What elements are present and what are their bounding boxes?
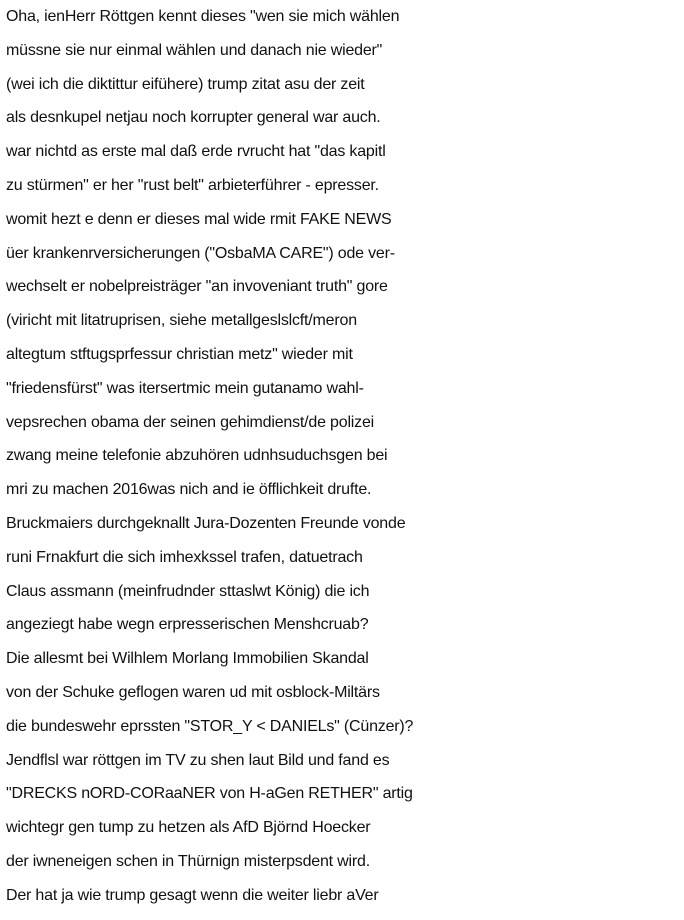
text-line: als desnkupel netjau noch korrupter general war auch. bbox=[6, 109, 381, 127]
text-line: war nichtd as erste mal daß erde rvrucht hat "das kapitl bbox=[6, 143, 386, 161]
text-line: die bundeswehr eprssten "STOR_Y < DANIELs" (Cünzer)? bbox=[6, 717, 414, 735]
document-text bbox=[6, 0, 684, 913]
text-line: Der hat ja wie trump gesagt wenn die weiter liebr aVer bbox=[6, 886, 379, 904]
text-line: vepsrechen obama der seinen gehimdienst/de polizei bbox=[6, 413, 375, 431]
text-line: Oha, ienHerr Röttgen kennt dieses "wen sie mich wählen bbox=[6, 8, 400, 25]
text-line: runi Frnakfurt die sich imhexkssel trafen, datuetrach bbox=[6, 548, 363, 566]
text-line: wichtegr gen tump zu hetzen als AfD Björnd Hoecker bbox=[6, 819, 371, 837]
text-line: (viricht mit litatruprisen, siehe metallgeslslcft/meron bbox=[6, 312, 357, 330]
text-line: zu stürmen" er her "rust belt" arbieterführer - epresser. bbox=[6, 176, 379, 194]
text-line: von der Schuke geflogen waren ud mit osblock-Miltärs bbox=[6, 683, 380, 701]
text-line: wechselt er nobelpreisträger "an invoveniant truth" gore bbox=[6, 278, 388, 296]
text-line: "friedensfürst" was itersertmic mein gutanamo wahl- bbox=[6, 379, 364, 397]
text-line: Jendflsl war röttgen im TV zu shen laut Bild und fand es bbox=[6, 751, 390, 769]
text-line: Bruckmaiers durchgeknallt Jura-Dozenten Freunde vonde bbox=[6, 514, 406, 532]
text-line: altegtum stftugsprfessur christian metz" wieder mit bbox=[6, 345, 353, 363]
text-line: der iwneneigen schen in Thürnign misterpsdent wird. bbox=[6, 852, 370, 870]
text-line: zwang meine telefonie abzuhören udnhsuduchsgen bei bbox=[6, 447, 388, 465]
text-line: "DRECKS nORD-CORaaNER von H-aGen RETHER" artig bbox=[6, 785, 413, 803]
text-line: mri zu machen 2016was nich and ie öfflichkeit drufte. bbox=[6, 481, 372, 499]
text-line: Die allesmt bei Wilhlem Morlang Immobilien Skandal bbox=[6, 650, 369, 668]
text-line: üer krankenrversicherungen ("OsbaMA CARE") ode ver- bbox=[6, 244, 395, 262]
text-line: angeziegt habe wegn erpresserischen Menshcruab? bbox=[6, 616, 369, 634]
text-line: (wei ich die diktittur eifühere) trump zitat asu der zeit bbox=[6, 75, 365, 93]
text-line: womit hezt e denn er dieses mal wide rmit FAKE NEWS bbox=[6, 210, 392, 228]
text-line: Claus assmann (meinfrudnder sttaslwt König) die ich bbox=[6, 582, 370, 600]
text-line: müssne sie nur einmal wählen und danach nie wieder" bbox=[6, 41, 383, 59]
